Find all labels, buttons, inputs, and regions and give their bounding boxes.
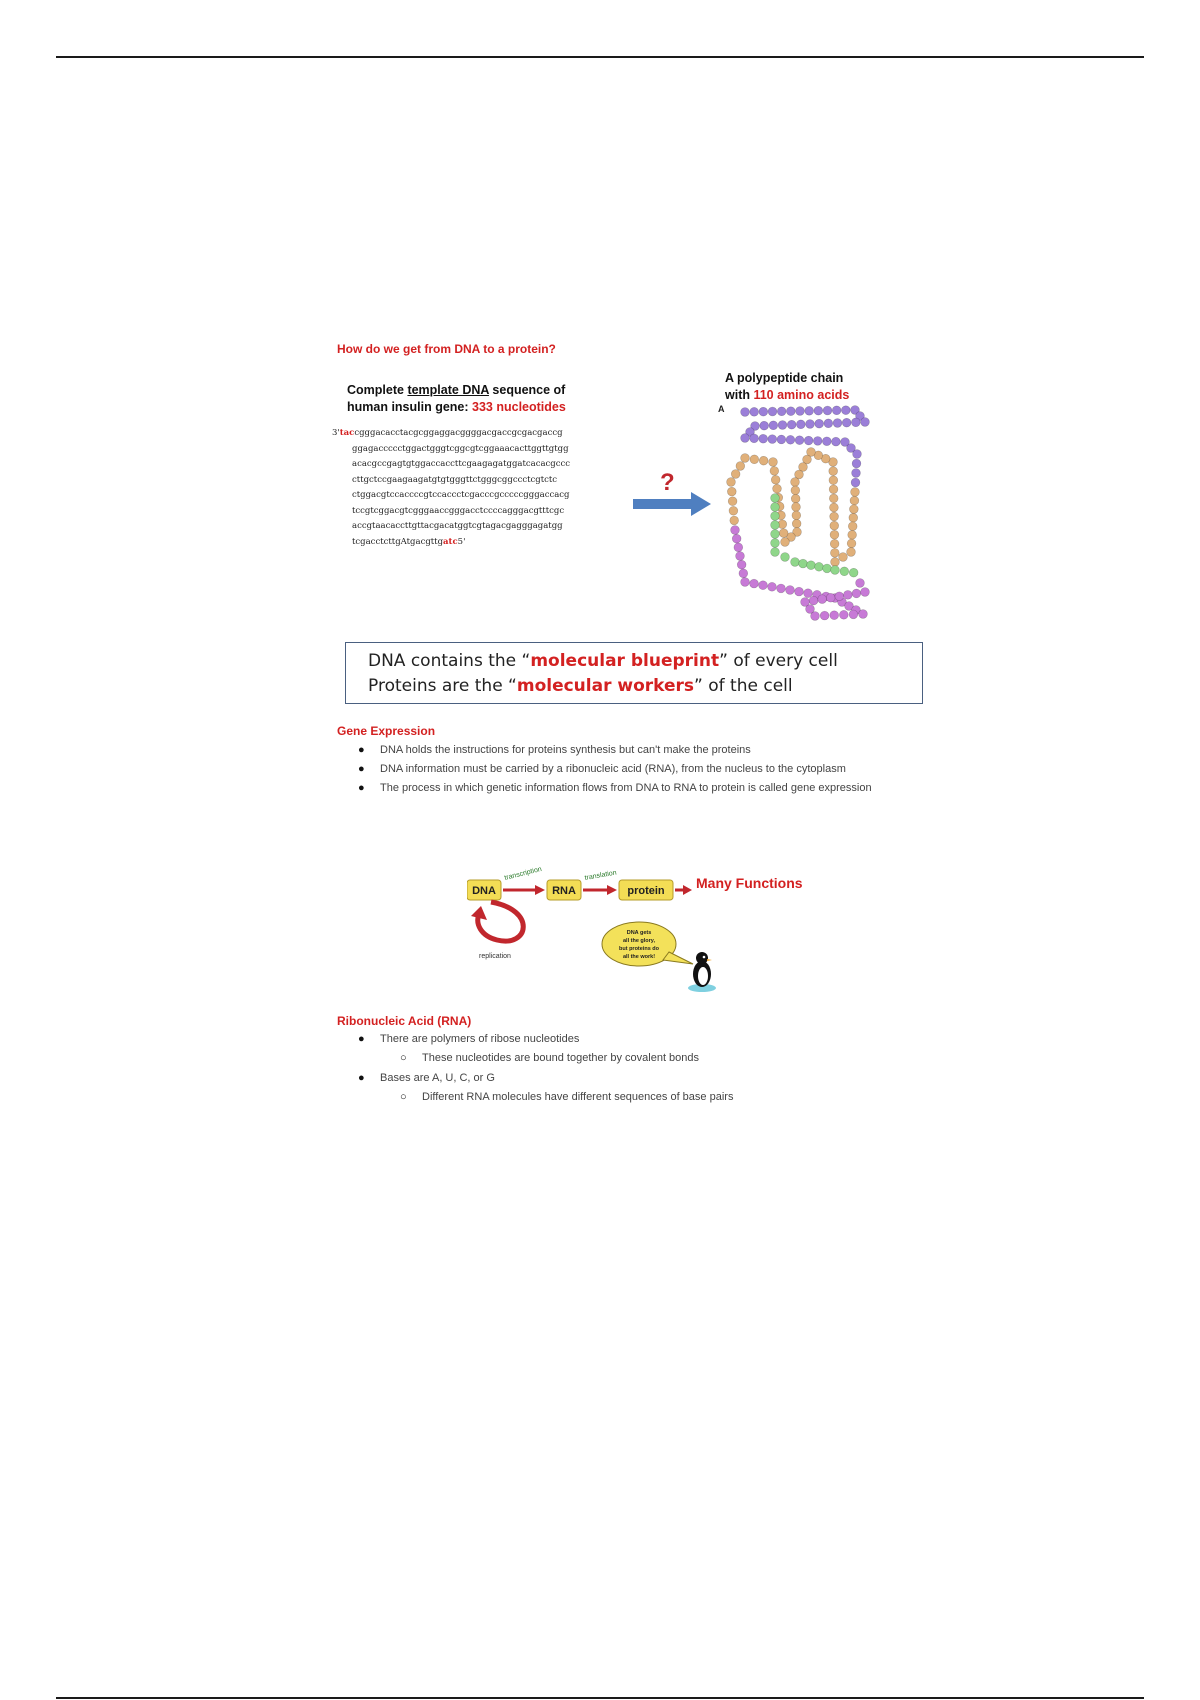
amino-acid-bead xyxy=(728,497,737,506)
amino-acid-bead xyxy=(731,470,740,479)
amino-acid-bead xyxy=(795,436,804,445)
list-item: ● DNA holds the instructions for proteins synthesis but can't make the proteins xyxy=(358,742,898,758)
seq-line: cgggacacctacgcggaggacggggacgaccgcgacgaccg xyxy=(354,428,563,438)
seq-start-prime: 3' xyxy=(332,428,340,438)
protein-label: protein xyxy=(627,885,665,897)
amino-acid-bead xyxy=(830,539,839,548)
amino-acid-bead xyxy=(861,588,870,597)
amino-acid-bead xyxy=(829,467,838,476)
heading-dna-to-protein: How do we get from DNA to a protein? xyxy=(337,342,556,356)
list-item: ● There are polymers of ribose nucleotides xyxy=(358,1031,918,1047)
amino-acid-bead xyxy=(792,519,801,528)
amino-acid-bead xyxy=(771,512,780,521)
amino-acid-bead xyxy=(739,569,748,578)
amino-acid-bead xyxy=(759,456,768,465)
amino-acid-bead xyxy=(736,552,745,561)
amino-acid-bead xyxy=(771,548,780,557)
amino-acid-bead xyxy=(791,558,800,567)
amino-acid-bead xyxy=(830,503,839,512)
dna-title-line2: human insulin gene: xyxy=(347,400,473,414)
speech-bubble-tail xyxy=(663,952,693,964)
amino-acid-bead xyxy=(852,459,861,468)
amino-acid-bead xyxy=(771,494,780,503)
amino-acid-bead xyxy=(830,611,839,620)
amino-acid-bead xyxy=(832,437,841,446)
amino-acid-bead xyxy=(779,529,788,538)
amino-acid-bead xyxy=(830,512,839,521)
seq-end-prime: 5' xyxy=(457,536,466,547)
amino-acid-bead xyxy=(741,454,750,463)
amino-acid-bead xyxy=(741,408,750,417)
amino-acid-bead xyxy=(786,586,795,595)
amino-acid-bead xyxy=(791,486,800,495)
amino-acid-bead xyxy=(839,610,848,619)
amino-acid-bead xyxy=(769,421,778,430)
amino-acid-bead xyxy=(777,435,786,444)
amino-acid-bead xyxy=(781,553,790,562)
amino-acid-bead xyxy=(770,466,779,475)
amino-acid-bead xyxy=(729,506,738,515)
amino-acid-bead xyxy=(799,559,808,568)
amino-acid-bead xyxy=(849,610,858,619)
amino-acid-bead xyxy=(791,494,800,503)
amino-acid-bead xyxy=(833,419,842,428)
amino-acid-bead xyxy=(829,494,838,503)
bubble-line-2: all the glory, xyxy=(623,938,655,944)
amino-acid-bead xyxy=(786,435,795,444)
dna-title-count: 333 nucleotides xyxy=(472,400,566,414)
amino-acid-bead xyxy=(809,596,818,605)
polypeptide-title-count: 110 amino acids xyxy=(753,388,850,402)
amino-acid-bead xyxy=(832,406,841,415)
dna-label: DNA xyxy=(472,885,496,897)
penguin-icon xyxy=(688,952,716,992)
amino-acid-bead xyxy=(849,568,858,577)
amino-acid-bead xyxy=(856,579,865,588)
amino-acid-bead xyxy=(768,582,777,591)
blueprint-line1-suffix: ” of every cell xyxy=(719,651,838,671)
amino-acid-bead xyxy=(771,521,780,530)
replication-label: replication xyxy=(479,953,511,960)
amino-acid-bead xyxy=(818,595,827,604)
amino-acid-bead xyxy=(840,567,849,576)
amino-acid-bead xyxy=(768,407,777,416)
amino-acid-bead xyxy=(771,530,780,539)
seq-end-codon: atc xyxy=(443,536,458,547)
amino-acid-bead xyxy=(750,579,759,588)
amino-acid-bead xyxy=(861,418,870,427)
rna-list xyxy=(358,1031,918,1109)
blueprint-line1-highlight: molecular blueprint xyxy=(530,651,720,671)
amino-acid-bead xyxy=(769,458,778,467)
header-rule xyxy=(56,56,1144,58)
amino-acid-bead xyxy=(732,534,741,543)
amino-acid-bead xyxy=(750,407,759,416)
blueprint-line2-highlight: molecular workers xyxy=(516,676,695,696)
amino-acid-bead xyxy=(859,610,868,619)
transcription-label: transcription xyxy=(503,865,543,882)
amino-acid-bead xyxy=(839,553,848,562)
amino-acid-bead xyxy=(841,406,850,415)
seq-line: cttgctccgaagaagatgtgtgggttctgggcggccctcgtctc xyxy=(352,474,558,485)
amino-acid-bead xyxy=(852,469,861,478)
amino-acid-bead xyxy=(822,437,831,446)
amino-acid-bead xyxy=(796,420,805,429)
blueprint-line2-suffix: ” of the cell xyxy=(694,676,793,696)
amino-acid-bead xyxy=(830,521,839,530)
amino-acid-bead xyxy=(842,418,851,427)
gene-expression-list xyxy=(358,742,898,799)
polypeptide-title xyxy=(725,370,849,404)
amino-acid-bead xyxy=(771,475,780,484)
amino-acid-bead xyxy=(759,581,768,590)
amino-acid-bead xyxy=(852,589,861,598)
amino-acid-bead xyxy=(830,530,839,539)
amino-acid-chain-illustration xyxy=(715,402,885,622)
list-subitem: ○ Different RNA molecules have different sequences of base pairs xyxy=(358,1089,918,1105)
amino-acid-bead xyxy=(805,406,814,415)
amino-acid-bead xyxy=(847,539,856,548)
seq-line: ggagaccccctggactgggtcggcgtcggaaacacttggttgtgg xyxy=(352,443,569,454)
amino-acid-bead xyxy=(795,587,804,596)
amino-acid-bead xyxy=(787,420,796,429)
amino-acid-bead xyxy=(760,421,769,430)
amino-acid-bead xyxy=(829,485,838,494)
list-subitem: ○ These nucleotides are bound together by covalent bonds xyxy=(358,1050,918,1066)
amino-acid-bead xyxy=(851,478,860,487)
transcription-arrowhead-icon xyxy=(535,885,545,895)
functions-arrowhead-icon xyxy=(683,885,692,895)
amino-acid-bead xyxy=(791,478,800,487)
list-item: ● DNA information must be carried by a ribonucleic acid (RNA), from the nucleus to the cytoplasm xyxy=(358,761,898,777)
amino-acid-bead xyxy=(814,406,823,415)
question-mark: ? xyxy=(660,469,675,496)
amino-acid-bead xyxy=(759,407,768,416)
blueprint-callout-box xyxy=(345,642,923,704)
seq-line: acacgccgagtgtggaccaccttcgaagagatggatcacacgccc xyxy=(352,459,571,469)
seq-last-line: tcgacctcttgAtgacgttg xyxy=(352,536,444,547)
amino-acid-bead xyxy=(771,503,780,512)
amino-acid-bead xyxy=(773,484,782,493)
list-item: ● The process in which genetic information flows from DNA to RNA to protein is called gene expression xyxy=(358,780,898,796)
amino-acid-bead xyxy=(750,455,759,464)
amino-acid-bead xyxy=(831,566,840,575)
amino-acid-bead xyxy=(727,487,736,496)
amino-acid-bead xyxy=(777,407,786,416)
amino-acid-bead xyxy=(848,530,857,539)
right-arrow-icon xyxy=(633,492,713,516)
amino-acid-bead xyxy=(750,434,759,443)
amino-acid-bead xyxy=(792,503,801,512)
amino-acid-bead xyxy=(786,407,795,416)
amino-acid-bead xyxy=(815,562,824,571)
amino-acid-bead xyxy=(778,421,787,430)
amino-acid-bead xyxy=(804,589,813,598)
seq-line: ctggacgtccaccccgtccaccctcgacccgcccccgggaccacg xyxy=(352,490,570,500)
amino-acid-bead xyxy=(843,590,852,599)
amino-acid-bead xyxy=(823,406,832,415)
central-dogma-diagram xyxy=(467,852,807,997)
amino-acid-bead xyxy=(830,549,839,558)
amino-acid-bead xyxy=(796,407,805,416)
dna-title-underlined: template DNA xyxy=(407,383,489,397)
dna-title-mid: sequence of xyxy=(488,383,566,397)
list-item: ● Bases are A, U, C, or G xyxy=(358,1070,918,1086)
amino-acid-bead xyxy=(792,511,801,520)
amino-acid-bead xyxy=(771,539,780,548)
amino-acid-bead xyxy=(736,462,745,471)
amino-acid-bead xyxy=(741,578,750,587)
polypeptide-title-line1: A polypeptide chain xyxy=(725,371,844,385)
amino-acid-bead xyxy=(741,434,750,443)
amino-acid-bead xyxy=(820,611,829,620)
amino-acid-bead xyxy=(806,420,815,429)
amino-acid-bead xyxy=(851,488,860,497)
seq-line: accgtaacaccttgttacgacatggtcgtagacgagggagatgg xyxy=(352,521,563,531)
footer-rule xyxy=(56,1697,1144,1699)
translation-label: translation xyxy=(584,869,618,882)
amino-acid-bead xyxy=(815,419,824,428)
amino-acid-bead xyxy=(731,526,740,535)
heading-ribonucleic-acid: Ribonucleic Acid (RNA) xyxy=(337,1014,472,1028)
polypeptide-title-prefix: with xyxy=(725,388,754,402)
amino-acid-bead xyxy=(813,437,822,446)
rna-label: RNA xyxy=(552,885,576,897)
dna-sequence xyxy=(332,426,632,550)
bubble-line-3: but proteins do xyxy=(618,946,660,952)
many-functions-label: Many Functions xyxy=(696,875,803,891)
seq-line: tccgtcggacgtcgggaaccgggacctccccagggacgtttcgc xyxy=(352,505,565,516)
amino-acid-bead xyxy=(835,592,844,601)
amino-acid-bead xyxy=(759,434,768,443)
amino-acid-bead xyxy=(829,476,838,485)
dna-sequence-title xyxy=(347,382,566,416)
amino-acid-bead xyxy=(849,505,858,514)
amino-acid-bead xyxy=(824,419,833,428)
blueprint-line1-prefix: DNA contains the “ xyxy=(368,651,531,671)
amino-acid-bead xyxy=(730,516,739,525)
amino-acid-bead xyxy=(850,496,859,505)
bubble-line-1: DNA gets xyxy=(626,930,652,936)
amino-acid-bead xyxy=(777,584,786,593)
amino-acid-bead xyxy=(849,513,858,522)
amino-acid-bead xyxy=(737,560,746,569)
replication-arrowhead-icon xyxy=(471,906,487,920)
chain-end-label: A xyxy=(718,404,725,414)
amino-acid-bead xyxy=(804,436,813,445)
amino-acid-bead xyxy=(848,522,857,531)
dna-title-prefix: Complete xyxy=(347,383,408,397)
amino-acid-bead xyxy=(801,598,810,607)
amino-acid-bead xyxy=(851,418,860,427)
seq-start-codon: tac xyxy=(339,428,355,438)
amino-acid-bead xyxy=(847,548,856,557)
replication-loop-arrow xyxy=(478,902,523,941)
translation-arrowhead-icon xyxy=(607,885,617,895)
amino-acid-bead xyxy=(727,478,736,487)
bubble-line-4: all the work! xyxy=(622,954,656,960)
amino-acid-bead xyxy=(734,543,743,552)
amino-acid-bead xyxy=(768,435,777,444)
amino-acid-bead xyxy=(807,561,816,570)
heading-gene-expression: Gene Expression xyxy=(337,724,436,738)
amino-acid-bead xyxy=(781,538,790,547)
blueprint-line2-prefix: Proteins are the “ xyxy=(368,676,517,696)
amino-acid-bead xyxy=(823,564,832,573)
amino-acid-bead xyxy=(826,593,835,602)
amino-acid-bead xyxy=(831,558,840,567)
page-content xyxy=(255,262,975,1202)
amino-acid-bead xyxy=(853,450,862,459)
